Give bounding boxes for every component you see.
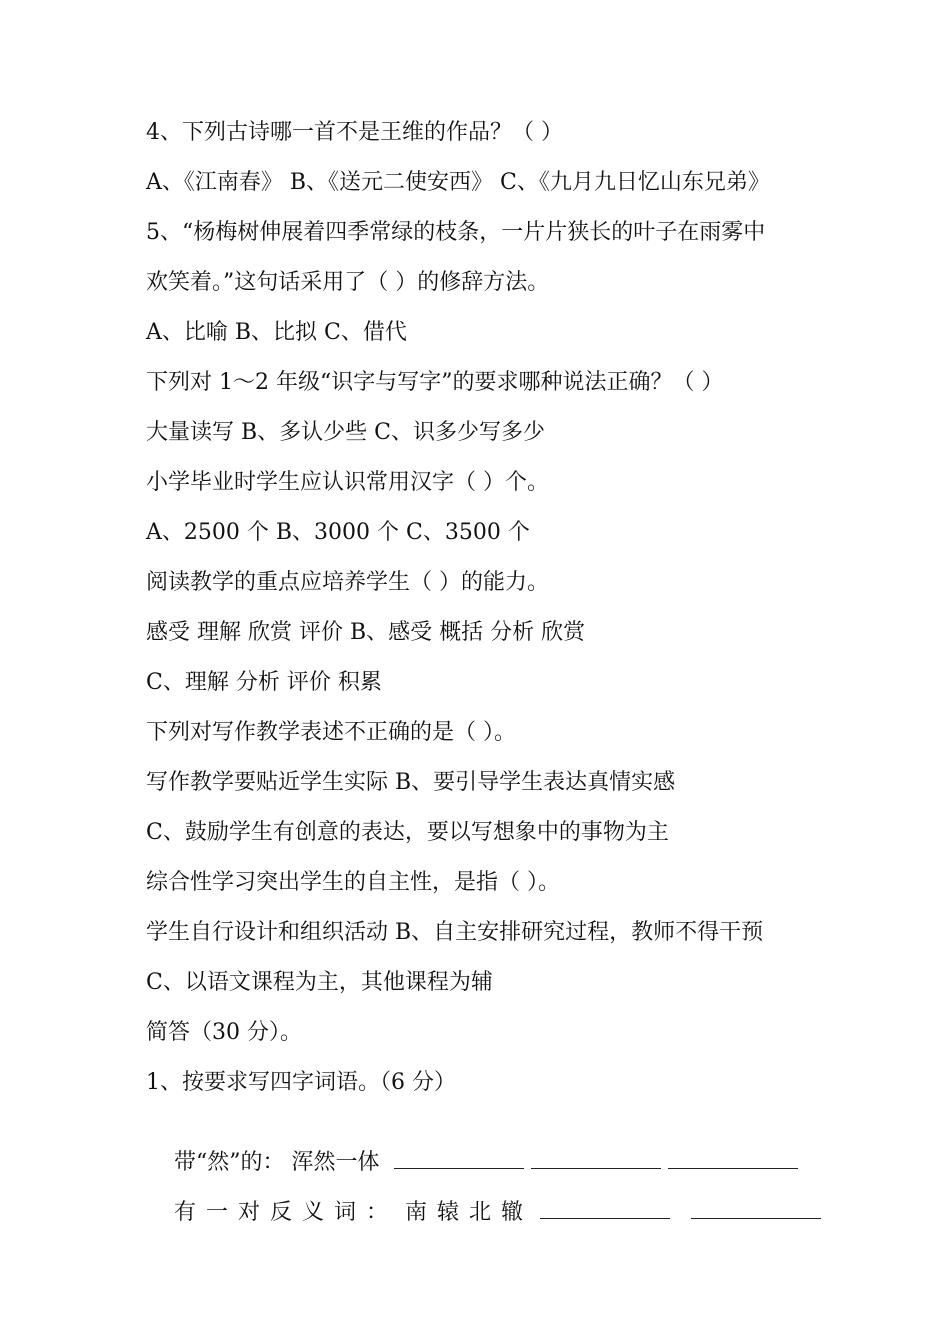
question-10: 综合性学习突出学生的自主性，是指（ ）。 bbox=[146, 870, 560, 895]
answer-blank[interactable] bbox=[394, 1148, 524, 1169]
question-6: 下列对 1～2 年级“识字与写字”的要求哪种说法正确？（ ） bbox=[146, 370, 724, 395]
answer-blank[interactable] bbox=[668, 1148, 798, 1169]
fill-row-antonym bbox=[146, 1168, 821, 1225]
answer-blank[interactable] bbox=[540, 1198, 670, 1219]
question-6-options: 大量读写 B、多认少些 C、识多少写多少 bbox=[146, 420, 545, 445]
question-8-options-a: 感受 理解 欣赏 评价 B、感受 概括 分析 欣赏 bbox=[146, 620, 586, 645]
question-10-options-a: 学生自行设计和组织活动 B、自主安排研究过程，教师不得干预 bbox=[146, 920, 764, 945]
question-4-options: A、《江南春》 B、《送元二使安西》 C、《九月九日忆山东兄弟》 bbox=[146, 170, 770, 195]
fill-row-antonym-example: 南辕北辙 bbox=[405, 1200, 534, 1225]
question-7: 小学毕业时学生应认识常用汉字（ ）个。 bbox=[146, 470, 549, 495]
short-answer-1: 1、按要求写四字词语。（6 分） bbox=[146, 1070, 456, 1095]
question-9-options-c: C、鼓励学生有创意的表达，要以写想象中的事物为主 bbox=[146, 820, 669, 845]
question-8-options-c: C、理解 分析 评价 积累 bbox=[146, 670, 382, 695]
question-9-options-a: 写作教学要贴近学生实际 B、要引导学生表达真情实感 bbox=[146, 770, 676, 795]
question-10-options-c: C、以语文课程为主，其他课程为辅 bbox=[146, 970, 493, 995]
question-5-cont: 欢笑着。”这句话采用了（ ）的修辞方法。 bbox=[146, 270, 550, 295]
answer-blank[interactable] bbox=[691, 1198, 821, 1219]
fill-row-ran-example: 浑然一体 bbox=[291, 1150, 380, 1175]
question-8: 阅读教学的重点应培养学生（ ）的能力。 bbox=[146, 570, 549, 595]
answer-blank[interactable] bbox=[531, 1148, 661, 1169]
section-heading: 简答（30 分）。 bbox=[146, 1020, 302, 1045]
question-5: 5、“杨梅树伸展着四季常绿的枝条，一片片狭长的叶子在雨雾中 bbox=[146, 220, 766, 245]
question-5-options: A、比喻 B、比拟 C、借代 bbox=[146, 320, 407, 345]
fill-row-ran-label: 带“然”的： bbox=[173, 1150, 285, 1175]
question-9: 下列对写作教学表述不正确的是（ ）。 bbox=[146, 720, 516, 745]
question-4: 4、下列古诗哪一首不是王维的作品？（ ） bbox=[146, 120, 563, 145]
question-7-options: A、2500 个 B、3000 个 C、3500 个 bbox=[146, 520, 530, 545]
fill-row-ran bbox=[146, 1118, 798, 1175]
fill-row-antonym-label: 有一对反义词： bbox=[173, 1200, 398, 1225]
